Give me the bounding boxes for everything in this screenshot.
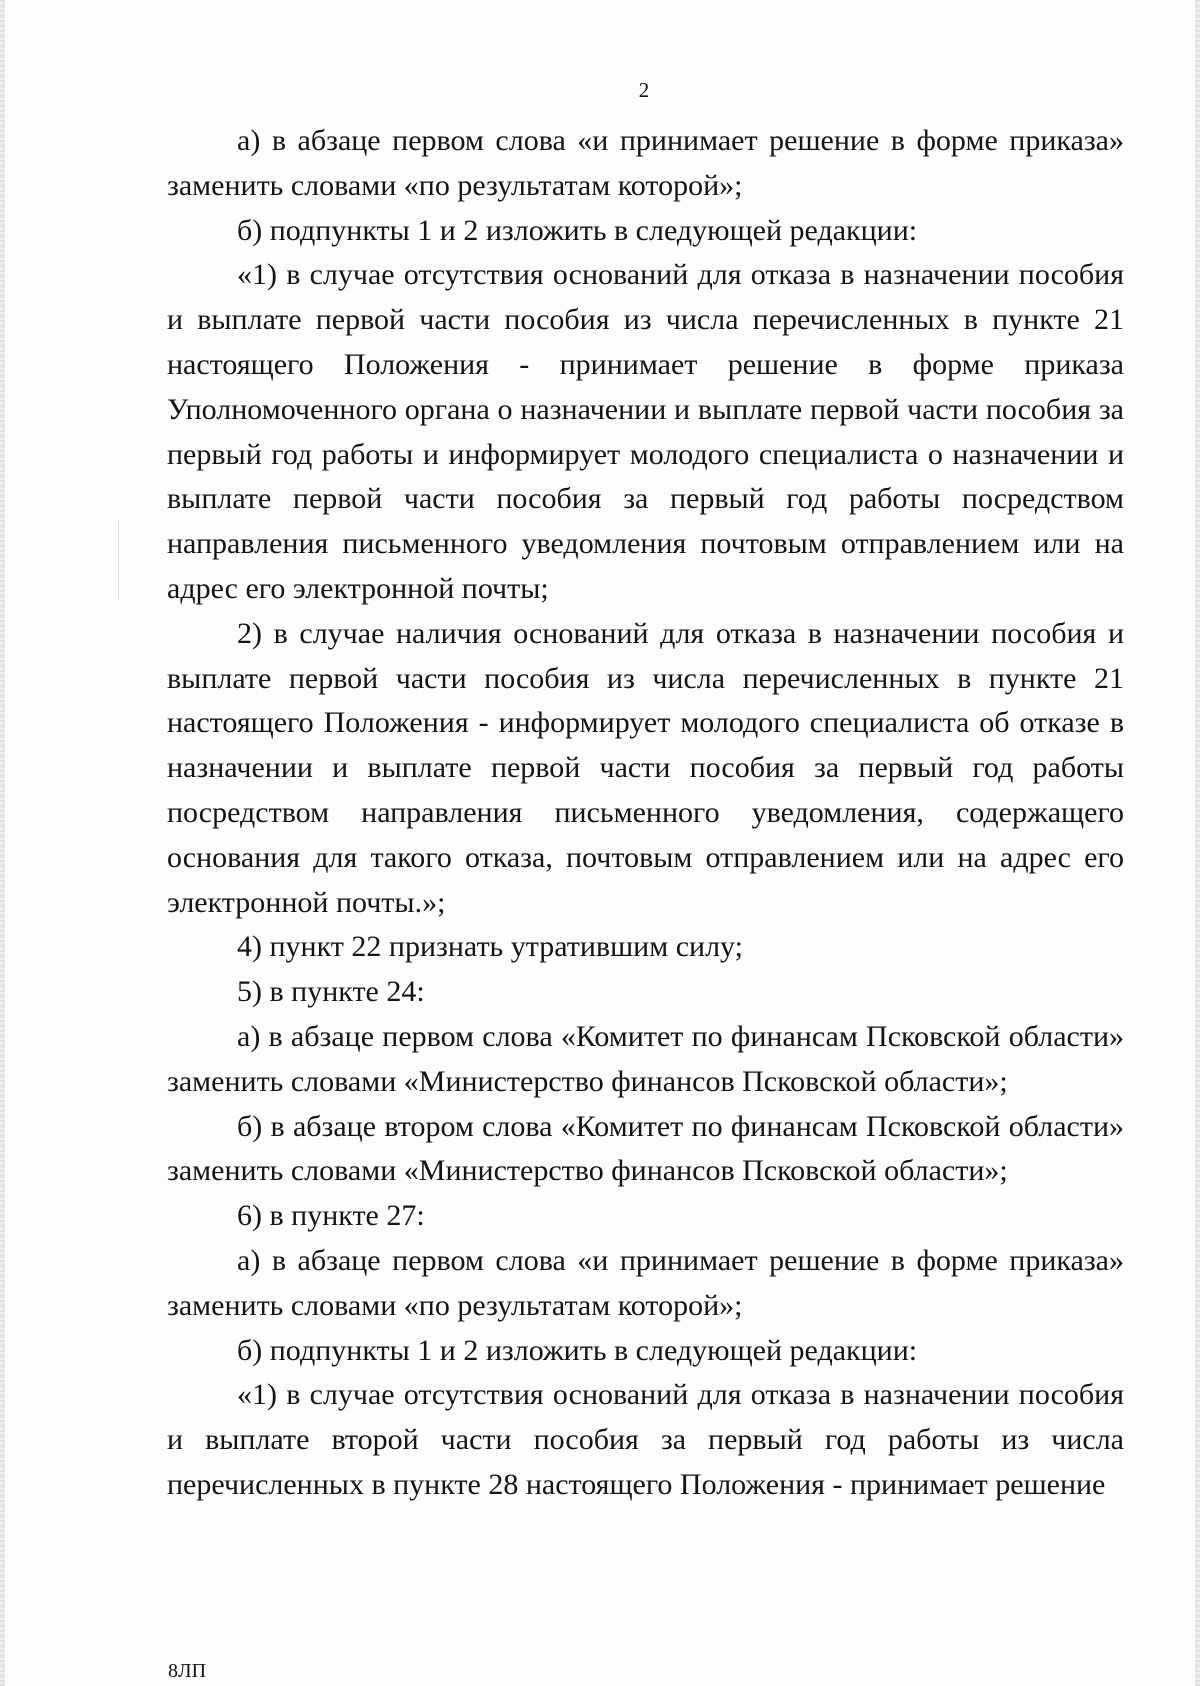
paragraph: б) подпункты 1 и 2 изложить в следующей редакции: xyxy=(237,213,918,247)
paragraph: а) в абзаце первом слова «Комитет по финансам Псковской области» заменить словами «Министерство финансов Псковской области»; xyxy=(167,1019,1124,1098)
paragraph: «1) в случае отсутствия оснований для отказа в назначении пособия и выплате первой части пособия из числа перечисленных в пункте 21 настоящего Положения - принимает решение в форме приказа Уполномоченного органа о назначении и выплате первой части пособия за первый год работы и информирует молодого специалиста о назначении и выплате первой части пособия за первый год работы посредством направления письменного уведомления почтовым отправлением или на адрес его электронной почты; xyxy=(167,258,1124,605)
scan-edge-left xyxy=(0,0,5,1686)
paragraph: 4) пункт 22 признать утратившим силу; xyxy=(237,930,744,964)
document-body xyxy=(167,119,1124,1508)
page-number: 2 xyxy=(638,78,650,102)
scan-artifact-line xyxy=(118,520,119,600)
scan-edge-right xyxy=(1195,0,1200,1686)
paragraph: 5) в пункте 24: xyxy=(237,975,425,1009)
paragraph: 2) в случае наличия оснований для отказа в назначении пособия и выплате первой части пособия из числа перечисленных в пункте 21 настоящего Положения - информирует молодого специалиста об отказе в назначении и выплате первой части пособия за первый год работы посредством направления письменного уведомления, содержащего основания для такого отказа, почтовым отправлением или на адрес его электронной почты.»; xyxy=(167,616,1124,919)
paragraph: «1) в случае отсутствия оснований для отказа в назначении пособия и выплате второй части пособия за первый год работы из числа перечисленных в пункте 28 настоящего Положения - принимает решение xyxy=(167,1378,1124,1501)
paragraph: а) в абзаце первом слова «и принимает решение в форме приказа» заменить словами «по результатам которой»; xyxy=(167,124,1124,202)
paragraph: б) подпункты 1 и 2 изложить в следующей редакции: xyxy=(237,1333,918,1367)
paragraph: б) в абзаце втором слова «Комитет по финансам Псковской области» заменить словами «Министерство финансов Псковской области»; xyxy=(167,1109,1124,1188)
paragraph: а) в абзаце первом слова «и принимает решение в форме приказа» заменить словами «по результатам которой»; xyxy=(167,1243,1124,1322)
footer-mark: 8ЛП xyxy=(168,1660,207,1682)
paragraph: 6) в пункте 27: xyxy=(237,1199,425,1233)
